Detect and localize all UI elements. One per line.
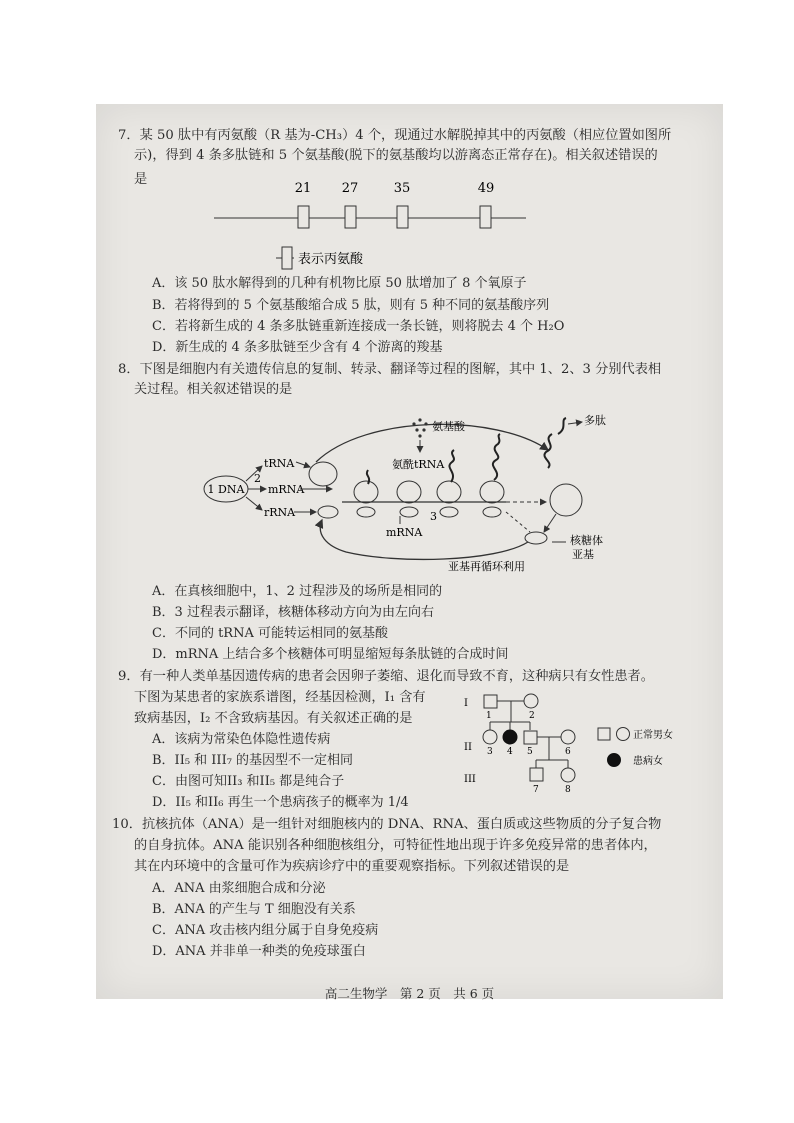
legend-normal-label: 正常男女	[633, 730, 673, 741]
q8-line-1: 8．下图是细胞内有关遗传信息的复制、转录、翻译等过程的图解，其中 1、2、3 分别代表相	[118, 362, 662, 377]
label-ribosome: 核糖体	[570, 534, 603, 547]
individual-II3	[483, 730, 497, 744]
q7-line-3: 是	[134, 172, 148, 187]
q7-option-d: D．新生成的 4 条多肽链至少含有 4 个游离的羧基	[152, 340, 443, 355]
label-amino-acid: 氨基酸	[432, 420, 465, 433]
individual-I2	[524, 694, 538, 708]
q7-line-1: 7．某 50 肽中有丙氨酸（R 基为-CH₃）4 个，现通过水解脱掉其中的丙氨酸（相应位置如图所	[118, 128, 672, 143]
label-dna: 1 DNA	[207, 483, 245, 496]
individual-II5	[524, 731, 537, 744]
num-2: 2	[529, 711, 535, 721]
q9-option-b: B．II₅ 和 III₇ 的基因型不一定相同	[152, 753, 354, 768]
label-recycle: 亚基再循环利用	[448, 560, 525, 573]
q7-option-b: B．若将得到的 5 个氨基酸缩合成 5 肽，则有 5 种不同的氨基酸序列	[152, 298, 550, 313]
label-process-3: 3	[430, 510, 437, 523]
legend-normal-female	[617, 728, 630, 741]
label-mrna-left: mRNA	[268, 483, 305, 496]
alanine-35	[397, 206, 408, 228]
q9-option-d: D．II₅ 和II₆ 再生一个患病孩子的概率为 1/4	[152, 795, 409, 810]
label-trna: tRNA	[264, 457, 295, 470]
q8-option-c: C．不同的 tRNA 可能转运相同的氨基酸	[152, 626, 388, 641]
released-large-subunit	[550, 484, 582, 516]
q10-line-3: 其在内环境中的含量可作为疾病诊疗中的重要观察指标。下列叙述错误的是	[134, 859, 570, 874]
individual-I1	[484, 695, 497, 708]
legend-alanine-text: 表示丙氨酸	[298, 252, 364, 267]
pedigree-chart	[456, 688, 720, 798]
q8-option-b: B．3 过程表示翻译，核糖体移动方向为由左向右	[152, 605, 434, 620]
q7-line-2: 示)，得到 4 条多肽链和 5 个氨基酸(脱下的氨基酸均以游离态正常存在)。相关叙述错误的	[134, 148, 658, 163]
legend-normal-male	[598, 728, 610, 740]
q10-line-2: 的自身抗体。ANA 能识别各种细胞核组分，可特征性地出现于许多免疫异常的患者体内，	[134, 838, 657, 853]
q10-option-d: D．ANA 并非单一种类的免疫球蛋白	[152, 944, 366, 959]
q10-line-1: 10．抗核抗体（ANA）是一组针对细胞核内的 DNA、RNA、蛋白质或这些物质的分子复合物	[112, 817, 662, 832]
q8-line-2: 关过程。相关叙述错误的是	[134, 382, 293, 397]
legend-affected-female	[608, 754, 621, 767]
legend-alanine-box	[282, 247, 292, 269]
num-3: 3	[487, 747, 493, 757]
q10-option-a: A．ANA 由浆细胞合成和分泌	[152, 881, 326, 896]
num-4: 4	[507, 747, 513, 757]
gene-expression-diagram	[196, 404, 616, 574]
arc-subunit-recycle	[320, 520, 528, 559]
q9-option-c: C．由图可知II₃ 和II₅ 都是纯合子	[152, 774, 345, 789]
q7-option-c: C．若将新生成的 4 条多肽链重新连接成一条长链，则将脱去 4 个 H₂O	[152, 319, 565, 334]
q8-option-a: A．在真核细胞中，1、2 过程涉及的场所是相同的	[152, 584, 443, 599]
label-subunit: 亚基	[572, 548, 594, 561]
q7-option-a: A．该 50 肽水解得到的几种有机物比原 50 肽增加了 8 个氧原子	[152, 276, 527, 291]
released-small-subunit	[525, 532, 547, 544]
q9-option-a: A．该病为常染色体隐性遗传病	[152, 732, 331, 747]
alanine-27	[345, 206, 356, 228]
q8-option-d: D．mRNA 上结合多个核糖体可明显缩短每条肽链的合成时间	[152, 647, 509, 662]
pos-21: 21	[294, 181, 312, 196]
num-7: 7	[533, 785, 539, 795]
label-polypeptide: 多肽	[584, 414, 606, 427]
page-footer: 高二生物学 第 2 页 共 6 页	[324, 986, 495, 1001]
gen-II: II	[464, 742, 472, 753]
pos-49: 49	[477, 181, 495, 196]
alanine-21	[298, 206, 309, 228]
peptide-diagram	[206, 174, 536, 274]
pos-27: 27	[341, 181, 359, 196]
individual-III7	[530, 768, 543, 781]
amino-acid-dots	[412, 418, 427, 437]
ribosomes	[354, 481, 504, 517]
q9-line-2: 下图为某患者的家族系谱图，经基因检测，I₁ 含有	[134, 690, 426, 705]
individual-II6	[561, 730, 575, 744]
small-subunit-left	[318, 506, 338, 518]
label-mrna-bottom: mRNA	[386, 526, 423, 539]
individual-II4	[503, 730, 517, 744]
pos-35: 35	[393, 181, 411, 196]
large-subunit-left	[309, 462, 337, 486]
q9-line-3: 致病基因，I₂ 不含致病基因。有关叙述正确的是	[134, 711, 413, 726]
alanine-49	[480, 206, 491, 228]
gen-I: I	[464, 698, 468, 709]
num-1: 1	[486, 711, 492, 721]
exam-page	[96, 104, 723, 999]
label-aminoacyl-trna: 氨酰tRNA	[392, 458, 445, 471]
label-rrna: rRNA	[264, 506, 296, 519]
num-6: 6	[565, 747, 571, 757]
gen-III: III	[464, 774, 476, 785]
num-8: 8	[565, 785, 571, 795]
q10-option-c: C．ANA 攻击核内组分属于自身免疫病	[152, 923, 379, 938]
label-process-2: 2	[254, 472, 261, 485]
num-5: 5	[527, 747, 533, 757]
q9-line-1: 9．有一种人类单基因遗传病的患者会因卵子萎缩、退化而导致不育，这种病只有女性患者。	[118, 669, 654, 684]
q10-option-b: B．ANA 的产生与 T 细胞没有关系	[152, 902, 356, 917]
individual-III8	[561, 768, 575, 782]
legend-affected-label: 患病女	[633, 756, 663, 767]
